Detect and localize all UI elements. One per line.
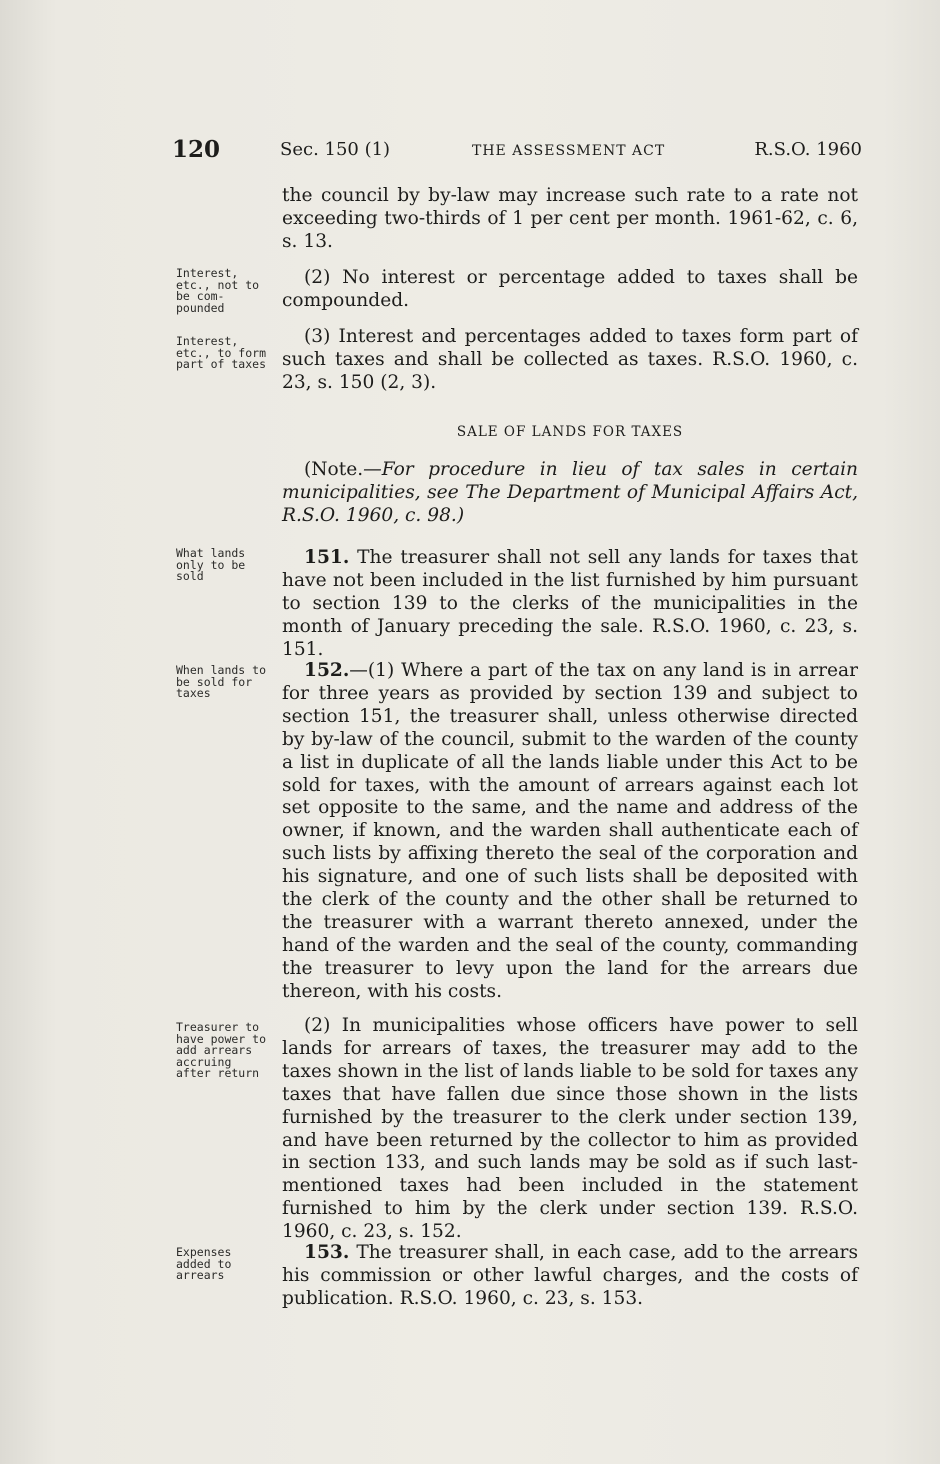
- margin-note-interest-not-compounded: Interest, etc., not to be com- pounded: [176, 266, 260, 315]
- section-152-2: (2) In municipalities whose officers have power to sell lands for arrears of taxes, the treasurer may add to the taxes shown in the list of lands liable to be sold for taxes any taxes that have fallen due since those shown in the lists furnished by the treasurer to the clerk under section 139, and have been returned by the collector to him as provided in section 133, and such lands may be sold as if such last-mentioned taxes had been included in the statement furnished to him by the clerk under section 139. R.S.O. 1960, c. 23, s. 152.: [282, 1015, 858, 1243]
- margin-note-when-lands-sold: When lands to be sold for taxes: [176, 663, 267, 700]
- margin-note-what-lands-sold: What lands only to be sold: [176, 546, 246, 583]
- section-heading-sale-of-lands: SALE OF LANDS FOR TAXES: [456, 424, 684, 440]
- margin-note-treasurer-power: Treasurer to have power to add arrears accruing after return: [176, 1020, 267, 1080]
- section-153: [282, 1242, 858, 1311]
- note-label: (Note.: [304, 459, 364, 480]
- section-reference: Sec. 150 (1): [280, 139, 391, 160]
- running-title: THE ASSESSMENT ACT: [472, 143, 666, 159]
- section-153-text: The treasurer shall, in each case, add to the arrears his commission or other lawful charges, and the costs of publication. R.S.O. 1960, c. 23, s. 153.: [282, 1242, 858, 1309]
- page-header: [172, 136, 862, 166]
- page-number: 120: [172, 136, 221, 163]
- section-150-2: (2) No interest or percentage added to taxes shall be compounded.: [282, 267, 858, 311]
- section-151: [282, 547, 858, 662]
- section-152-1: [282, 660, 858, 1004]
- margin-note-interest-part-of-taxes: Interest, etc., to form part of taxes: [176, 334, 267, 371]
- section-150-3: (3) Interest and percentages added to taxes form part of such taxes and shall be collected as taxes. R.S.O. 1960, c. 23, s. 150 (2, 3).: [282, 326, 858, 393]
- section-number-153: 153.: [304, 1242, 350, 1263]
- continuation-paragraph: the council by by-law may increase such rate to a rate not exceeding two-thirds of 1 per cent per month. 1961-62, c. 6, s. 13.: [282, 185, 858, 252]
- statute-reference: R.S.O. 1960: [754, 139, 862, 160]
- margin-note-expenses-added: Expenses added to arrears: [176, 1245, 232, 1282]
- section-number-152: 152.: [304, 660, 350, 681]
- note-text: —For procedure in lieu of tax sales in certain municipalities, see The Department of Municipal Affairs Act, R.S.O. 1960, c. 98.): [282, 459, 858, 526]
- section-152-1-text: —(1) Where a part of the tax on any land is in arrear for three years as provided by section 139 and subject to section 151, the treasurer shall, unless otherwise directed by by-law of the council, submit to the warden of the county a list in duplicate of all the lands liable under this Act to be sold for taxes, with the amount of arrears against each lot set opposite to the same, and the name and address of the owner, if known, and the warden shall authenticate each of such lists by affixing thereto the seal of the corporation and his signature, and one of such lists shall be deposited with the clerk of the county and the other shall be returned to the treasurer with a warrant thereto annexed, under the hand of the warden and the seal of the county, commanding the treasurer to levy upon the land for the arrears due thereon, with his costs.: [282, 660, 858, 1002]
- section-number-151: 151.: [304, 547, 350, 568]
- section-151-text: The treasurer shall not sell any lands for taxes that have not been included in the list furnished by him pursuant to section 139 to the clerks of the municipalities in the month of January preceding the sale. R.S.O. 1960, c. 23, s. 151.: [282, 547, 858, 660]
- editorial-note: [282, 459, 858, 528]
